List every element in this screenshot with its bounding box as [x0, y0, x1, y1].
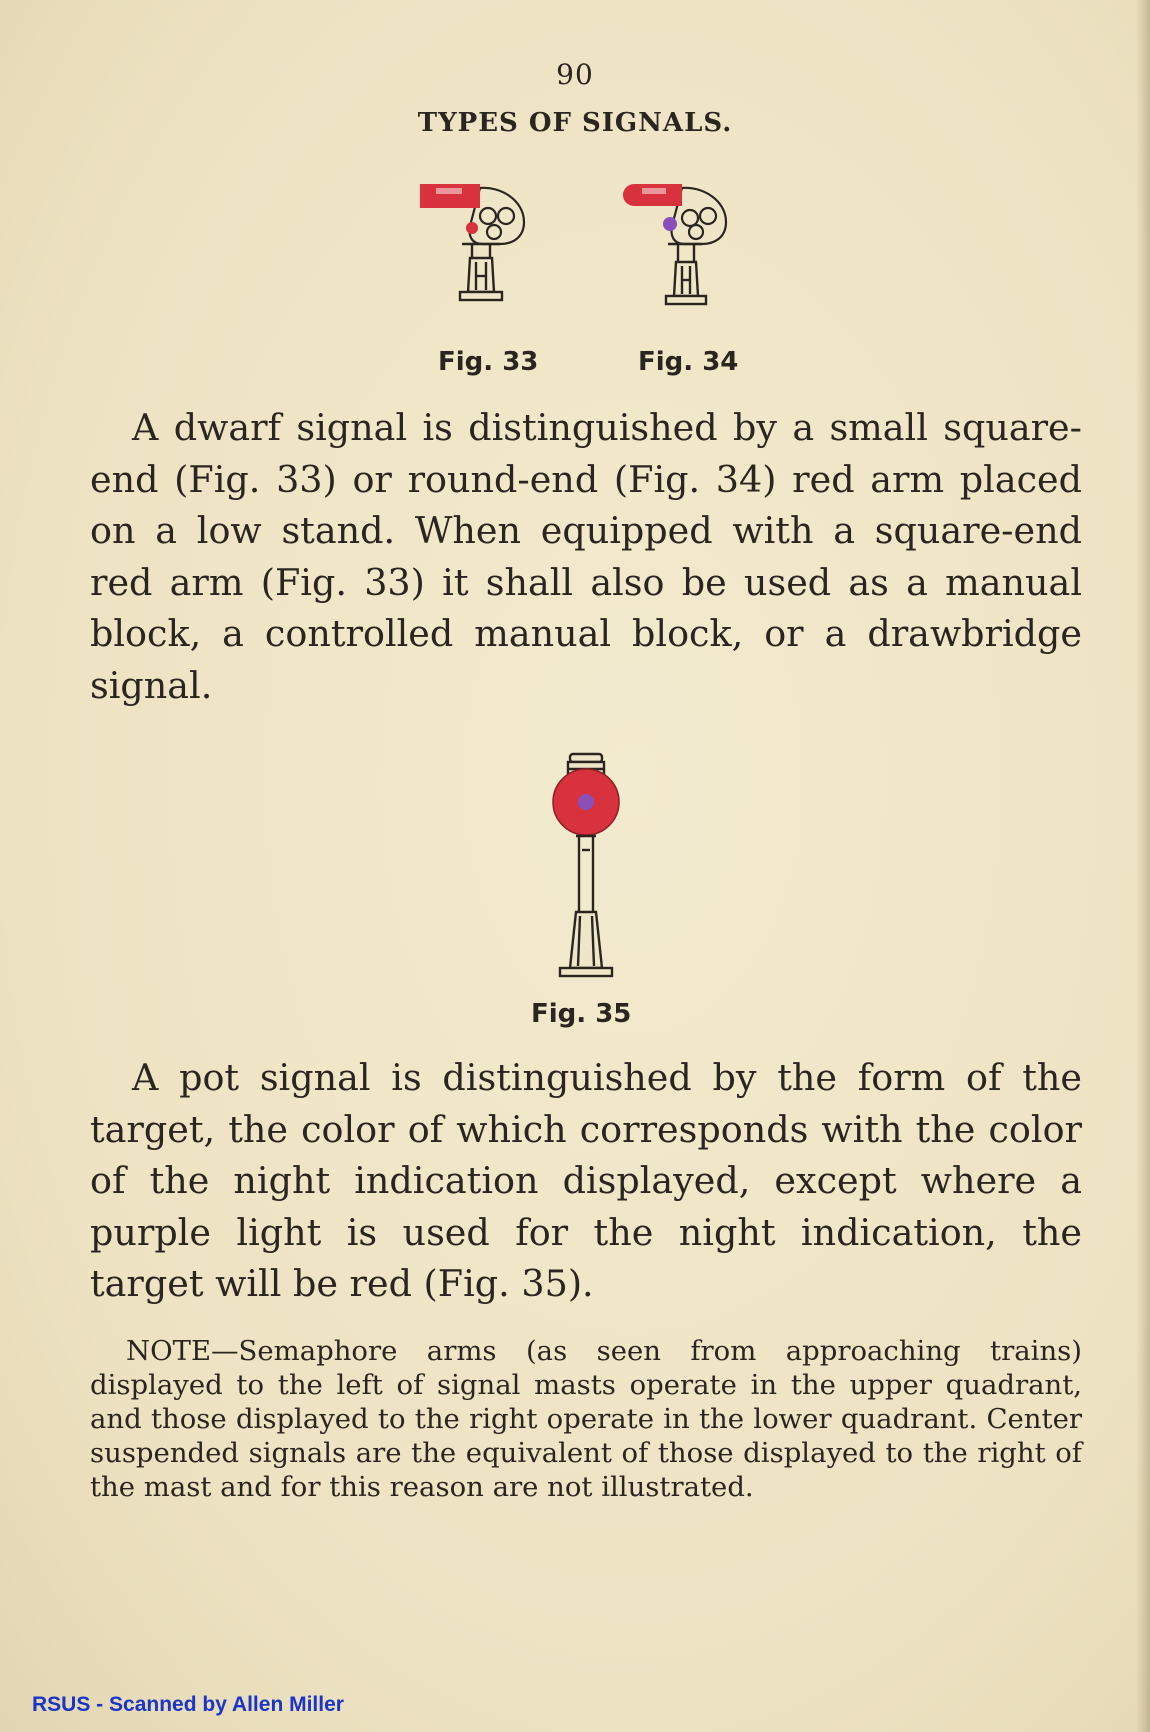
fig-33-label: Fig. 33	[438, 347, 539, 377]
pot-signal-text: A pot signal is distinguished by the form of the target, the color of which corresponds with the color of the night indication displayed, except where a purple light is used for the night indication, the target will be red (Fig. 35).	[90, 1056, 1082, 1305]
fig-33-dwarf-signal-square-end	[420, 182, 540, 322]
fig-35-label: Fig. 35	[531, 999, 632, 1029]
dwarf-signal-text: A dwarf signal is distinguished by a small square-end (Fig. 33) or round-end (Fig. 34) red arm placed on a low stand. When equipped with a square-end red arm (Fig. 33) it shall also be used as a manual block, a controlled manual block, or a drawbridge signal.	[90, 406, 1082, 707]
semaphore-note-text: NOTE—Semaphore arms (as seen from approaching trains) displayed to the left of signal masts operate in the upper quadrant, and those displayed to the right operate in the lower quadrant. Center suspended signals are the equivalent of those displayed to the right of the mast and for this reason are not illustrated.	[90, 1335, 1082, 1503]
page-number: 90	[556, 58, 594, 91]
scan-credit: RSUS - Scanned by Allen Miller	[32, 1693, 344, 1716]
page-edge-shadow	[1136, 0, 1150, 1732]
dwarf-signal-paragraph	[90, 402, 1082, 711]
pot-signal-paragraph	[90, 1052, 1082, 1310]
fig-34-dwarf-signal-round-end	[622, 182, 742, 322]
fig-35-pot-signal	[546, 752, 626, 982]
section-title: TYPES OF SIGNALS.	[417, 108, 733, 138]
semaphore-note	[90, 1334, 1082, 1504]
fig-34-label: Fig. 34	[638, 347, 739, 377]
